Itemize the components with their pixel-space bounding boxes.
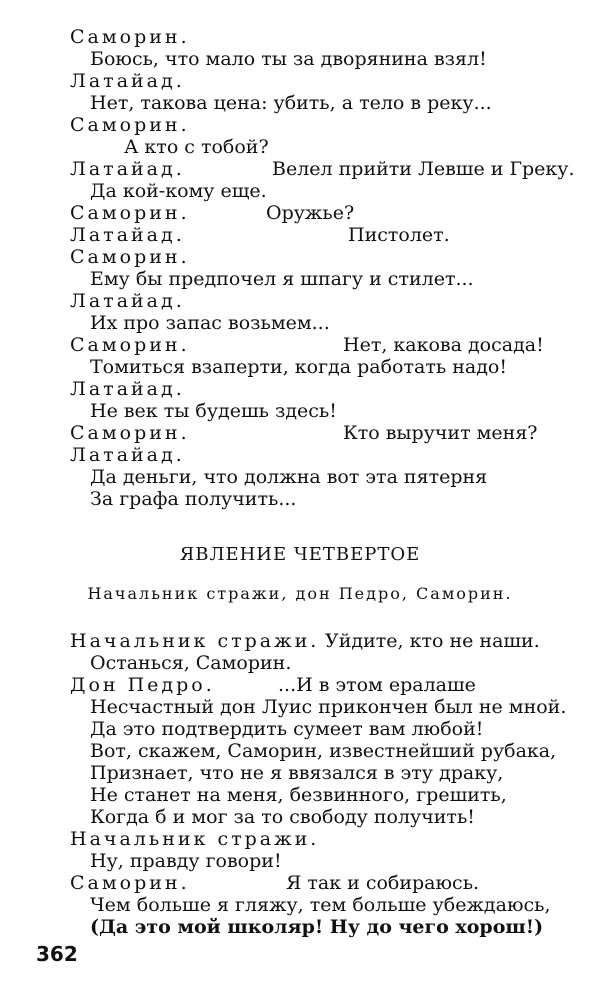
verse-line: Да кой-кому еще. <box>90 180 267 202</box>
speaker-line: Саморин. <box>70 334 190 356</box>
page-number: 362 <box>36 942 78 966</box>
verse-line: Нет, такова цена: убить, а тело в реку... <box>90 92 492 114</box>
verse-line: Когда б и мог за то свободу получить! <box>90 806 475 828</box>
verse-line: (Да это мой школяр! Ну до чего хорош!) <box>90 916 544 938</box>
verse-line: Оружье? <box>266 202 355 224</box>
verse-line: Нет, какова досада! <box>343 334 544 356</box>
verse-line: Признает, что не я ввязался в эту драку, <box>90 762 504 784</box>
verse-line: Да деньги, что должна вот эта пятерня <box>90 466 488 488</box>
speaker-line: Латайад. <box>70 70 185 92</box>
speaker-line: Начальник стражи. <box>70 630 320 652</box>
verse-line: Их про запас возьмем... <box>90 312 330 334</box>
verse-line: Несчастный дон Луис прикончен был не мной. <box>90 696 567 718</box>
speaker-line: Саморин. <box>70 246 190 268</box>
verse-line: Не век ты будешь здесь! <box>90 400 337 422</box>
verse-line: Останься, Саморин. <box>90 652 292 674</box>
verse-line: Боюсь, что мало ты за дворянина взял! <box>90 48 487 70</box>
verse-line: Да это подтвердить сумеет вам любой! <box>90 718 484 740</box>
verse-line: Велел прийти Левше и Греку. <box>272 158 575 180</box>
speaker-line: Дон Педро. <box>70 674 215 696</box>
verse-line: Не станет на меня, безвинного, грешить, <box>90 784 507 806</box>
speaker-line: Саморин. <box>70 202 190 224</box>
cast-list: Начальник стражи, дон Педро, Саморин. <box>87 584 513 603</box>
speaker-line: Саморин. <box>70 114 190 136</box>
speaker-line: Латайад. <box>70 224 185 246</box>
speaker-line: Латайад. <box>70 444 185 466</box>
verse-line: Уйдите, кто не наши. <box>325 630 540 652</box>
scene-title: ЯВЛЕНИЕ ЧЕТВЕРТОЕ <box>179 544 421 565</box>
verse-line: За графа получить... <box>90 488 297 510</box>
verse-line: Ну, правду говори! <box>90 850 282 872</box>
verse-line: Ему бы предпочел я шпагу и стилет... <box>90 268 474 290</box>
verse-line: Кто выручит меня? <box>343 422 538 444</box>
speaker-line: Саморин. <box>70 872 190 894</box>
speaker-line: Латайад. <box>70 158 185 180</box>
speaker-line: Саморин. <box>70 26 190 48</box>
speaker-line: Латайад. <box>70 290 185 312</box>
verse-line: Вот, скажем, Саморин, известнейший рубака, <box>90 740 557 762</box>
speaker-line: Латайад. <box>70 378 185 400</box>
verse-line: ...И в этом ералаше <box>278 674 476 696</box>
verse-line: А кто с тобой? <box>124 136 269 158</box>
speaker-line: Начальник стражи. <box>70 828 320 850</box>
verse-line: Пистолет. <box>348 224 450 246</box>
verse-line: Чем больше я гляжу, тем больше убеждаюсь, <box>90 894 551 916</box>
speaker-line: Саморин. <box>70 422 190 444</box>
verse-line: Томиться взаперти, когда работать надо! <box>90 356 507 378</box>
verse-line: Я так и собираюсь. <box>286 872 480 894</box>
